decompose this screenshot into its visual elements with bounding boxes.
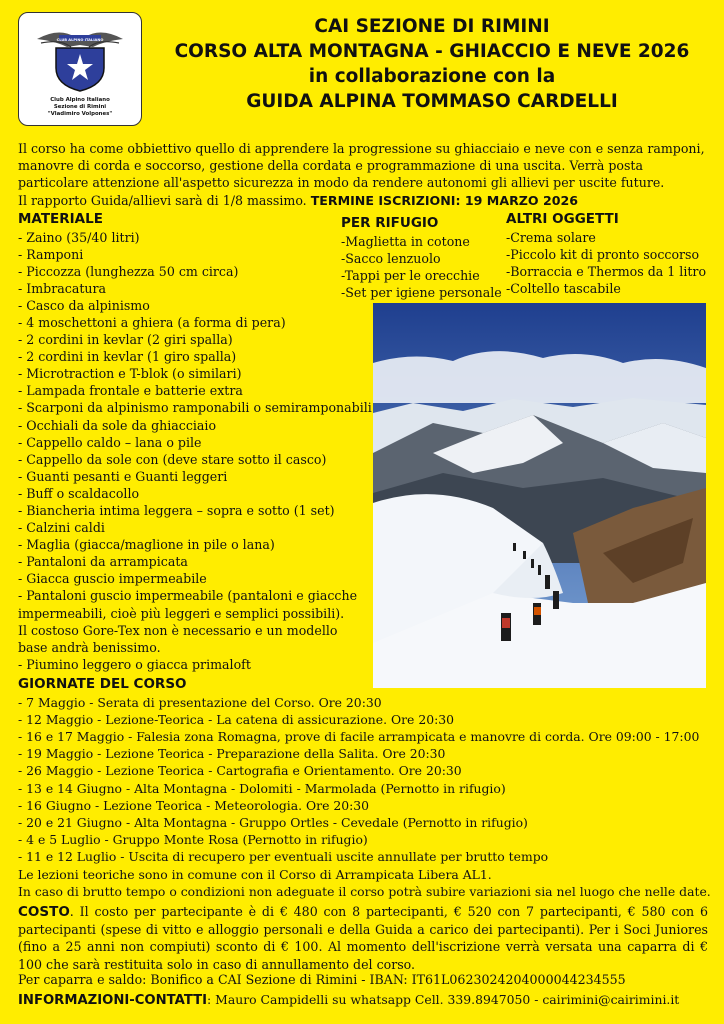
giornata-item: - 20 e 21 Giugno - Alta Montagna - Gruppo Ortles - Cevedale (Pernotto in rifugio) [18,814,528,830]
altri-oggetti-item: -Borraccia e Thermos da 1 litro [506,263,707,279]
materiale-item: - Piumino leggero o giacca primaloft [18,656,251,672]
logo-line-3: "Vladimiro Volpones" [47,111,113,117]
materiale-section [18,211,372,673]
altri-oggetti-item: -Crema solare [506,229,596,245]
mountaineers-on-snow-ridge-image [373,303,706,688]
rifugio-item: -Maglietta in cotone [341,233,470,249]
materiale-item: - Cappello caldo – lana o pile [18,434,202,450]
logo-line-1: Club Alpino Italiano [50,97,110,103]
mountain-photo [373,303,706,688]
rifugio-item: -Tappi per le orecchie [341,267,480,283]
altri-oggetti-item: -Piccolo kit di pronto soccorso [506,246,700,262]
materiale-item: - Pantaloni guscio impermeabile (pantaloni e giacche [18,588,358,604]
materiale-item: - Occhiali da sole da ghiacciaio [18,417,217,433]
materiale-item: - 2 cordini in kevlar (2 giri spalla) [18,332,233,348]
intro-text: Il corso ha come obbiettivo quello di apprendere la progressione su ghiacciaio e neve con e senza ramponi, manovre di corda e soccorso, gestione della cordata e programmazione di una uscita. Verrà posta particolare attenzione all'aspetto sicurezza in modo da rendere autonomi gli allievi per uscite future. [18,141,705,191]
materiale-item: - Imbracatura [18,280,107,296]
contact-info [18,991,718,1009]
giornata-item: - 16 Giugno - Lezione Teorica - Meteorologia. Ore 20:30 [18,797,370,813]
rifugio-title: PER RIFUGIO [341,215,439,231]
materiale-item: - Piccozza (lunghezza 50 cm circa) [18,263,239,279]
materiale-item: - Guanti pesanti e Guanti leggeri [18,468,228,484]
giornata-item: - 26 Maggio - Lezione Teorica - Cartografia e Orientamento. Ore 20:30 [18,763,462,779]
title-line-4: GUIDA ALPINA TOMMASO CARDELLI [246,91,618,112]
giornata-item: In caso di brutto tempo o condizioni non adeguate il corso potrà subire variazioni sia nel luogo che nelle date. [18,883,711,899]
rifugio-item: -Sacco lenzuolo [341,250,441,266]
giornate-title: GIORNATE DEL CORSO [18,676,187,692]
altri-oggetti-section [506,211,716,297]
giornata-item: - 7 Maggio - Serata di presentazione del Corso. Ore 20:30 [18,694,382,710]
contact-text: : Mauro Campidelli su whatsapp Cell. 339.8947050 - cairimini@cairimini.it [207,992,680,1007]
rifugio-section [341,215,506,301]
costo-text: . Il costo per partecipante è di € 480 con 8 partecipanti, € 520 con 7 partecipanti, € 580 con 6 partecipanti (spese di vitto e alloggio personali e della Guida a carico dei partecipanti). Per i Soci Juniores (fino a 25 anni non compiuti) sconto di € 100. Al momento dell'iscrizione verrà versata una caparra di € 100 che sarà restituita solo in caso di annullamento del corso. [18,904,708,972]
altri-oggetti-list [506,229,716,297]
materiale-list [18,229,372,673]
materiale-item: - Biancheria intima leggera – sopra e sotto (1 set) [18,503,335,518]
materiale-item: - 2 cordini in kevlar (1 giro spalla) [18,349,237,365]
materiale-item: - Scarponi da alpinismo ramponabili o semiramponabili [18,400,372,416]
giornata-item: - 16 e 17 Maggio - Falesia zona Romagna, prove di facile arrampicata e manovre di corda. Ore 09:00 - 17:00 [18,728,700,744]
eagle-star-emblem-icon [19,13,141,93]
contact-label: INFORMAZIONI-CONTATTI [18,993,208,1008]
registration-deadline: TERMINE ISCRIZIONI: 19 MARZO 2026 [310,192,579,208]
materiale-item: - Calzini caldi [18,520,105,536]
materiale-item: - Pantaloni da arrampicata [18,554,188,570]
materiale-item: - Microtraction e T-blok (o similari) [18,366,242,382]
intro-ratio: Il rapporto Guida/allievi sarà di 1/8 massimo. [18,192,307,208]
costo-label: COSTO [18,904,70,920]
giornata-item: - 12 Maggio - Lezione-Teorica - La catena di assicurazione. Ore 20:30 [18,711,455,727]
intro-paragraph [18,140,712,209]
materiale-item: - Ramponi [18,246,84,262]
giornata-item: Le lezioni teoriche sono in comune con il Corso di Arrampicata Libera AL1. [18,866,492,882]
materiale-item: - Maglia (giacca/maglione in pile o lana) [18,537,275,553]
page-title [148,14,716,114]
materiale-item: Il costoso Gore-Tex non è necessario e un modello [18,622,338,638]
giornata-item: - 4 e 5 Luglio - Gruppo Monte Rosa (Pernotto in rifugio) [18,832,368,848]
altri-oggetti-title: ALTRI OGGETTI [506,211,619,227]
title-line-3: in collaborazione con la [308,66,556,87]
payment-info: Per caparra e saldo: Bonifico a CAI Sezione di Rimini - IBAN: IT61L0623024204000044234555 [18,972,626,987]
materiale-item: - Buff o scaldacollo [18,485,140,501]
giornata-item: - 13 e 14 Giugno - Alta Montagna - Dolomiti - Marmolada (Pernotto in rifugio) [18,780,506,796]
materiale-item: - Cappello da sole con (deve stare sotto il casco) [18,451,327,467]
materiale-item: - Casco da alpinismo [18,297,150,313]
giornate-section [18,676,718,900]
giornata-item: - 19 Maggio - Lezione Teorica - Preparazione della Salita. Ore 20:30 [18,746,446,762]
title-line-1: CAI SEZIONE DI RIMINI [314,16,550,37]
rifugio-list [341,233,506,301]
giornate-list [18,694,718,900]
materiale-item: impermeabili, cioè più leggeri e semplici possibili). [18,605,345,621]
materiale-item: - Lampada frontale e batterie extra [18,383,243,399]
altri-oggetti-item: -Coltello tascabile [506,280,621,296]
materiale-item: - Giacca guscio impermeabile [18,571,207,587]
title-line-2: CORSO ALTA MONTAGNA - GHIACCIO E NEVE 2026 [174,41,690,62]
giornata-item: - 11 e 12 Luglio - Uscita di recupero per eventuali uscite annullate per brutto tempo [18,849,549,865]
logo-line-2: Sezione di Rimini [53,104,107,110]
materiale-item: base andrà benissimo. [18,639,161,655]
cai-logo [18,12,142,126]
materiale-item: - 4 moschettoni a ghiera (a forma di pera) [18,314,286,330]
rifugio-item: -Set per igiene personale [341,284,502,300]
logo-badge-text: CLUB ALPINO ITALIANO [56,38,104,42]
materiale-item: - Zaino (35/40 litri) [18,229,140,245]
costo-paragraph [18,903,708,973]
materiale-title: MATERIALE [18,211,103,227]
